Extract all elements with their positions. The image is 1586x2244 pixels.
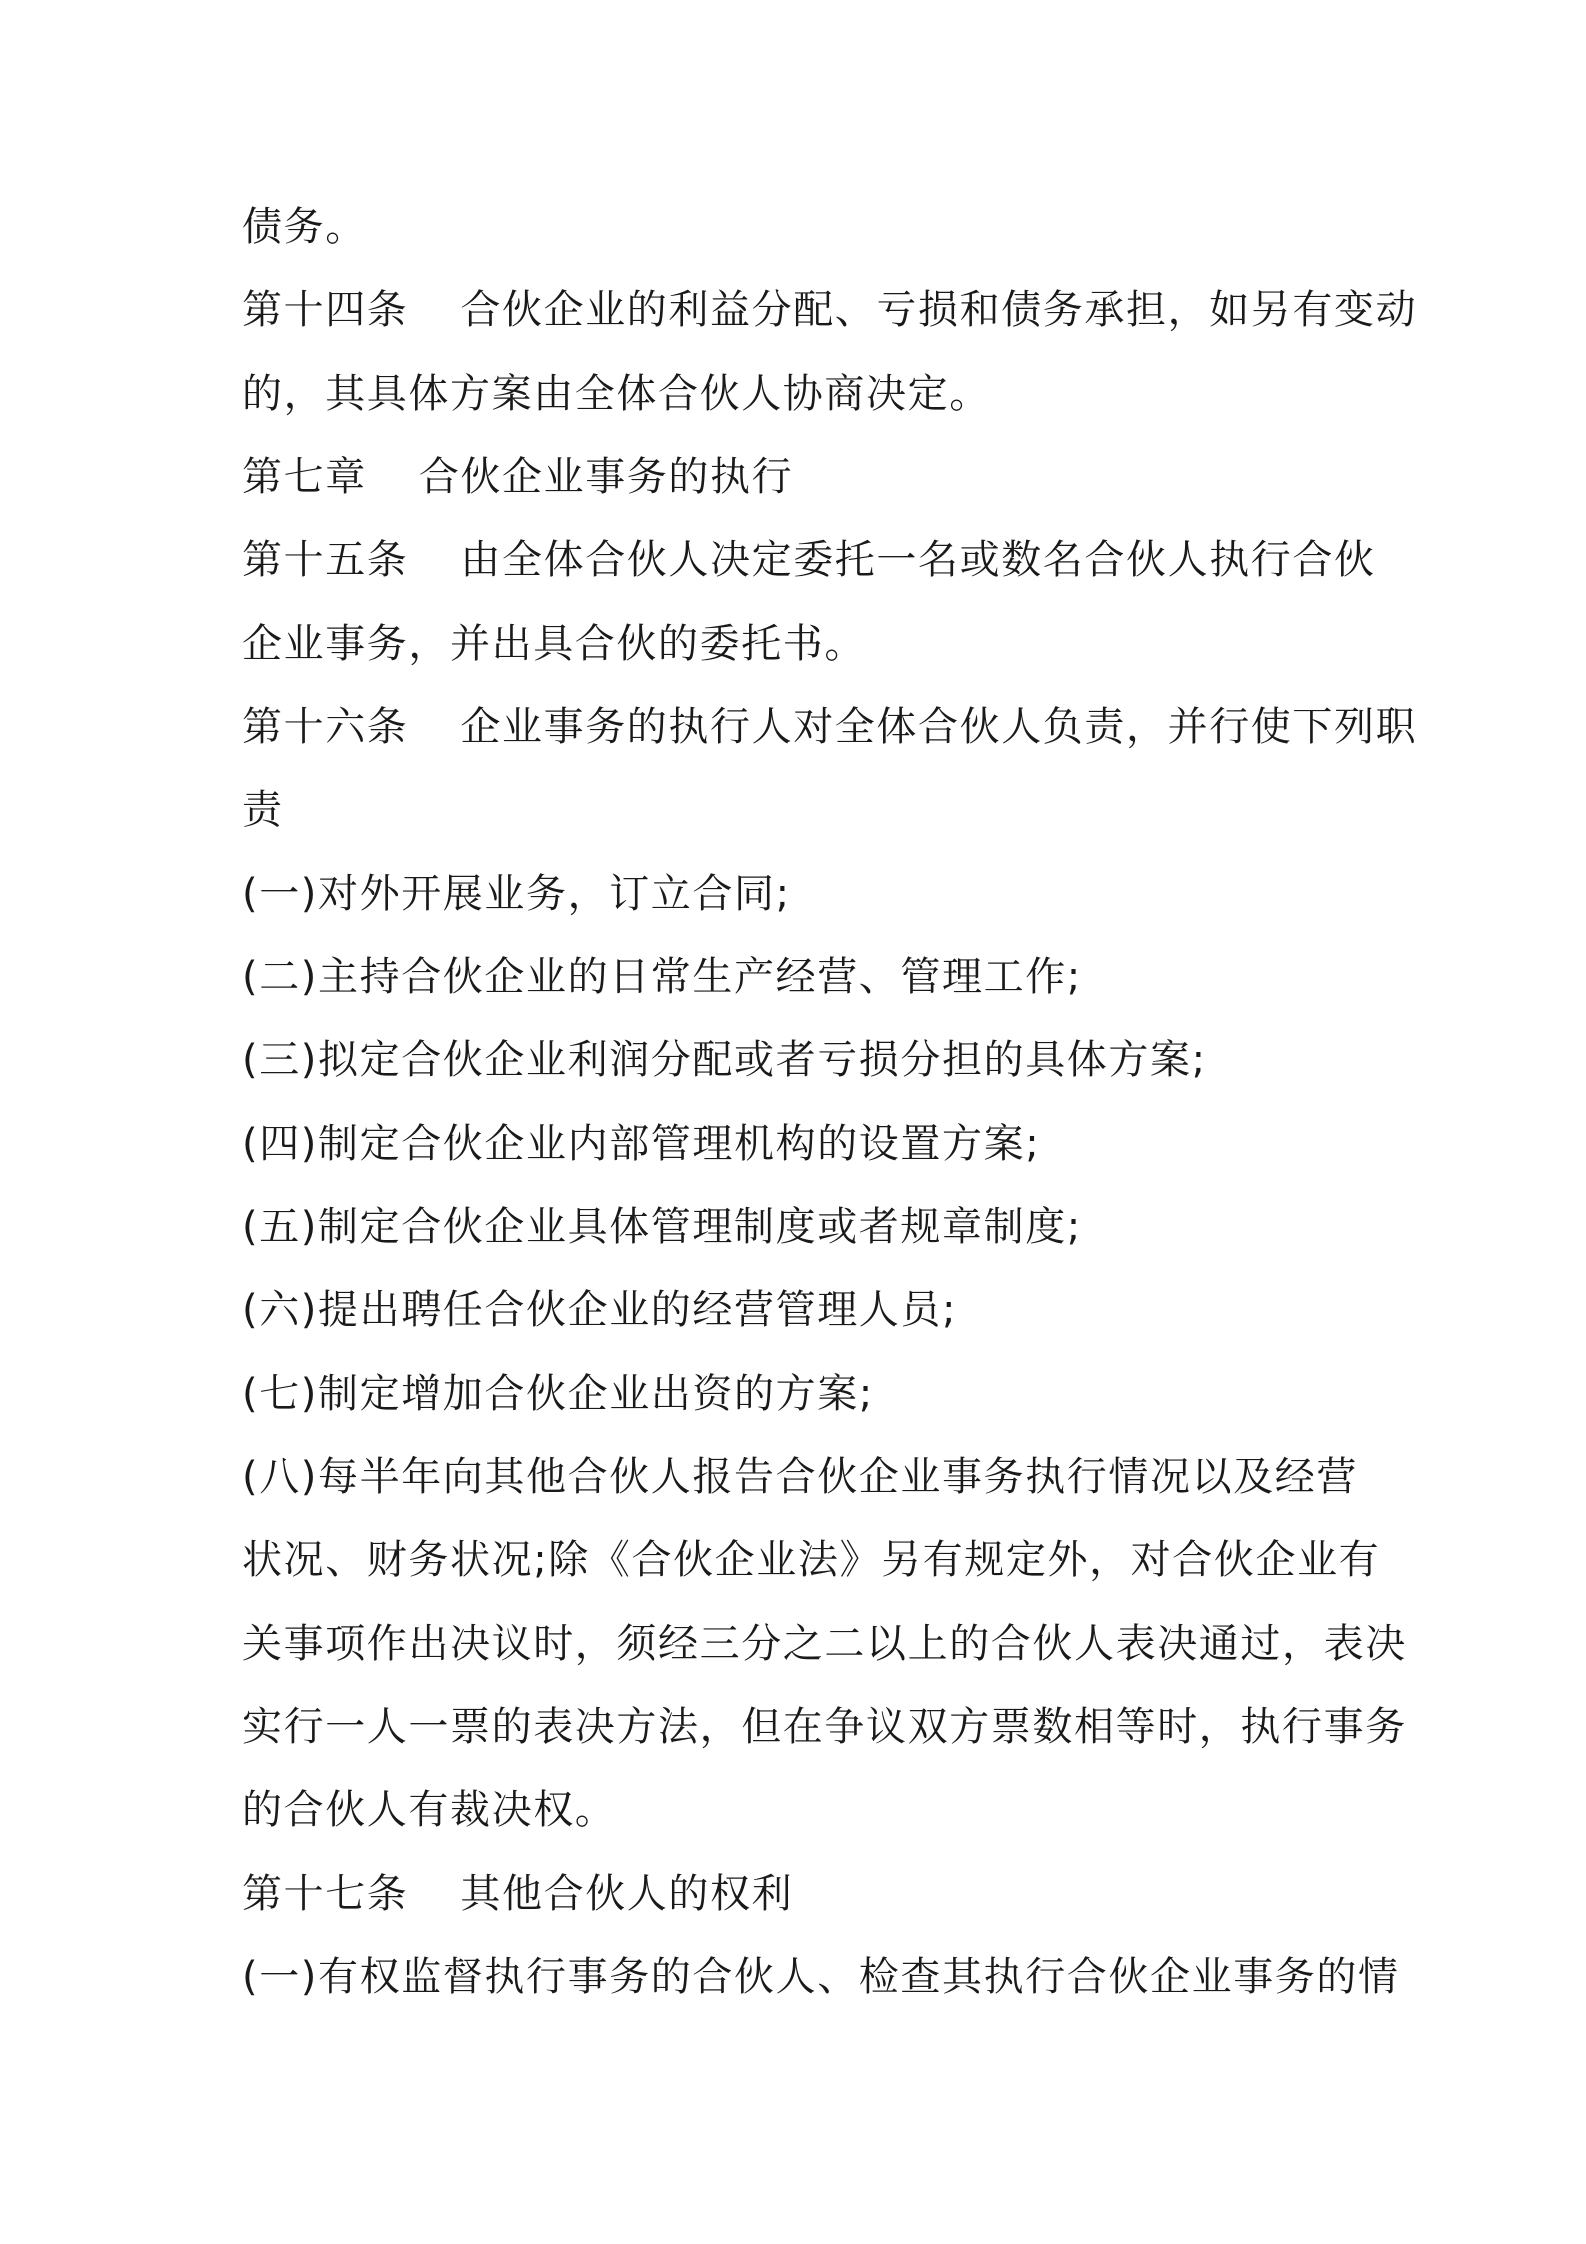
article-number: 第十四条 [242,287,409,333]
text-line [242,1780,616,1840]
text-line [242,780,284,840]
list-item [242,1447,1358,1507]
line-text: 企业事务，并出具合伙的委托书。 [242,621,866,667]
line-text: 责 [242,787,284,833]
line-text: 关事项作出决议时，须经三分之二以上的合伙人表决通过，表决 [242,1621,1407,1667]
article-body: 企业事务的执行人对全体合伙人负责，并行使下列职 [460,704,1418,750]
article-number: 第十六条 [242,704,409,750]
text-line [242,614,866,674]
line-text: 债务。 [242,204,367,250]
list-item-text: (三)拟定合伙企业利润分配或者亏损分担的具体方案; [242,1037,1207,1083]
text-line [242,364,991,424]
line-text: 的，其具体方案由全体合伙人协商决定。 [242,371,991,417]
list-item [242,1364,874,1424]
line-text: 的合伙人有裁决权。 [242,1787,617,1833]
article-heading-16 [242,697,1417,757]
article-heading-17 [242,1864,793,1924]
line-text: 状况、财务状况;除《合伙企业法》另有规定外，对合伙企业有 [242,1537,1381,1583]
list-item-text: (一)对外开展业务，订立合同; [242,871,791,917]
list-item [242,1197,1082,1257]
list-item [242,1030,1207,1090]
list-item [242,1947,1400,2007]
list-item [242,947,1082,1007]
article-body: 其他合伙人的权利 [460,1871,794,1917]
text-line [242,1530,1380,1590]
list-item [242,1280,957,1340]
list-item-text: (二)主持合伙企业的日常生产经营、管理工作; [242,954,1082,1000]
text-line [242,1697,1407,1757]
text-line [242,1614,1407,1674]
list-item-text: (八)每半年向其他合伙人报告合伙企业事务执行情况以及经营 [242,1454,1359,1500]
article-heading-14 [242,280,1417,340]
list-item-text: (六)提出聘任合伙企业的经营管理人员; [242,1287,958,1333]
chapter-title: 合伙企业事务的执行 [418,454,794,500]
list-item [242,1114,1040,1174]
list-item-text: (五)制定合伙企业具体管理制度或者规章制度; [242,1204,1082,1250]
list-item-text: (七)制定增加合伙企业出资的方案; [242,1371,874,1417]
article-body: 由全体合伙人决定委托一名或数名合伙人执行合伙 [460,537,1376,583]
list-item-text: (四)制定合伙企业内部管理机构的设置方案; [242,1121,1041,1167]
line-text: 实行一人一票的表决方法，但在争议双方票数相等时，执行事务 [242,1704,1407,1750]
article-heading-15 [242,530,1376,590]
article-number: 第十七条 [242,1871,409,1917]
chapter-number: 第七章 [242,454,367,500]
list-item [242,864,791,924]
chapter-heading [242,447,793,507]
article-body: 合伙企业的利益分配、亏损和债务承担，如另有变动 [460,287,1418,333]
text-line [242,197,367,257]
article-number: 第十五条 [242,537,409,583]
list-item-text: (一)有权监督执行事务的合伙人、检查其执行合伙企业事务的情 [242,1954,1400,2000]
